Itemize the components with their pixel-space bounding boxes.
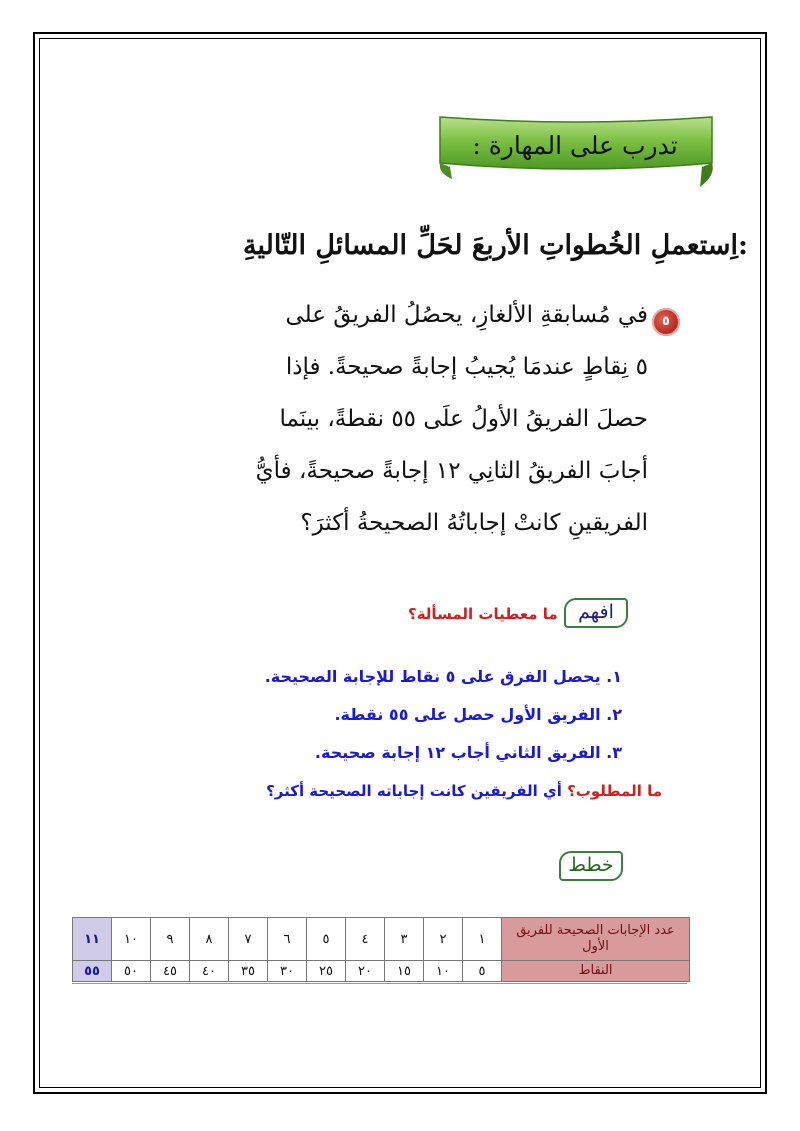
answers-points-table (72, 917, 690, 982)
points-cell-5: ٢٥ (307, 961, 346, 982)
points-cell-6: ٣٠ (268, 961, 307, 982)
points-cell-11: ٥٥ (73, 961, 112, 982)
problem-line-2: ٥ نِقاطٍ عندمَا يُجيبُ إجابةً صحيحةً. فإذا (285, 354, 648, 380)
table-row-points (73, 961, 690, 982)
problem-line-1: في مُسابقةِ الألغازِ، يحصُلُ الفريقُ على (285, 302, 648, 328)
points-cell-10: ٥٠ (112, 961, 151, 982)
table-row-answers (73, 918, 690, 961)
points-cell-9: ٤٥ (151, 961, 190, 982)
answers-cell-7: ٧ (229, 918, 268, 961)
table-bottom-rule (72, 983, 687, 984)
points-cell-8: ٤٠ (190, 961, 229, 982)
answers-cell-4: ٤ (346, 918, 385, 961)
skill-practice-banner (438, 113, 720, 189)
understand-tag: افهم (564, 598, 628, 628)
answers-cell-8: ٨ (190, 918, 229, 961)
required-line (266, 781, 662, 800)
answers-cell-2: ٢ (424, 918, 463, 961)
banner-title: تدرب على المهارة : (472, 131, 678, 160)
points-cell-4: ٢٠ (346, 961, 385, 982)
points-cell-1: ٥ (463, 961, 502, 982)
answers-cell-1: ١ (463, 918, 502, 961)
answers-cell-3: ٣ (385, 918, 424, 961)
plan-tag: خطط (559, 851, 623, 881)
points-cell-2: ١٠ (424, 961, 463, 982)
points-cell-3: ١٥ (385, 961, 424, 982)
given-item-2: ٢. الفريق الأول حصل على ٥٥ نقطة. (334, 705, 622, 724)
instructions-heading: اِستعملِ الخُطواتِ الأربعَ لحَلِّ المسائلِ التّاليةِ: (243, 230, 748, 261)
answers-cell-9: ٩ (151, 918, 190, 961)
answers-header-cell: عدد الإجابات الصحيحة للفريق الأول (502, 918, 690, 961)
problem-line-4: أجابَ الفريقُ الثانِي ١٢ إجابةً صحيحةً، فأيُّ (255, 458, 648, 484)
givens-question: ما معطيات المسألة؟ (408, 605, 558, 623)
answers-cell-5: ٥ (307, 918, 346, 961)
answers-cell-10: ١٠ (112, 918, 151, 961)
answers-cell-6: ٦ (268, 918, 307, 961)
given-item-3: ٣. الفريق الثاني أجاب ١٢ إجابة صحيحة. (314, 743, 622, 762)
given-item-1: ١. يحصل الفرق على ٥ نقاط للإجابة الصحيحة. (264, 667, 622, 686)
answers-cell-11: ١١ (73, 918, 112, 961)
problem-line-5: الفريقينِ كانتْ إجاباتُهُ الصحيحةُ أكثرَ؟ (300, 510, 648, 536)
required-label: ما المطلوب؟ (567, 782, 662, 800)
problem-line-3: حصلَ الفريقُ الأولُ علَى ٥٥ نقطةً، بينَما (279, 406, 648, 432)
points-header-cell: النقاط (502, 961, 690, 982)
problem-number-badge: ٥ (652, 308, 680, 336)
points-cell-7: ٣٥ (229, 961, 268, 982)
required-text: أي الفريقين كانت إجاباته الصحيحة أكثر؟ (266, 782, 568, 800)
